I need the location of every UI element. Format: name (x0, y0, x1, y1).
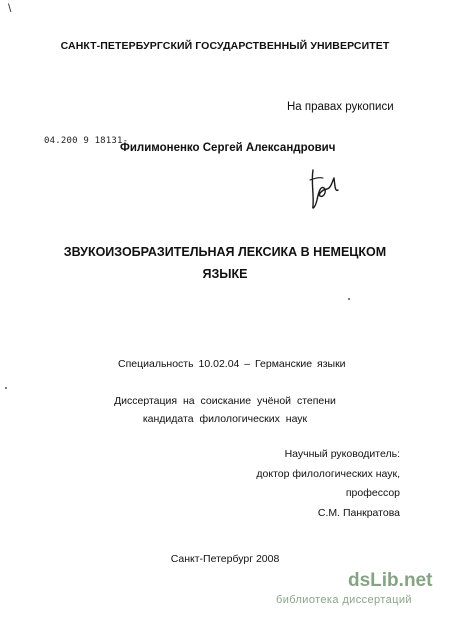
library-stamp-number: 04.200 9 18131- (44, 136, 129, 146)
supervisor-block (255, 445, 400, 523)
degree-line-2: кандидата филологических наук (142, 413, 308, 425)
supervisor-degree: доктор филологических наук, (256, 467, 400, 480)
title-line-2: ЯЗЫКЕ (202, 267, 248, 281)
watermark-logo: dsLib.net (348, 570, 433, 591)
manuscript-rights: На правах рукописи (287, 101, 394, 113)
corner-mark: \ (8, 1, 12, 15)
degree-line-1: Диссертация на соискание учёной степени (114, 395, 336, 407)
dissertation-title (0, 241, 450, 285)
city-year: Санкт-Петербург 2008 (170, 553, 280, 565)
title-line-1: ЗВУКОИЗОБРАЗИТЕЛЬНАЯ ЛЕКСИКА В НЕМЕЦКОМ (63, 245, 387, 259)
watermark-subtitle: библиотека диссертаций (276, 594, 412, 606)
author-signature (305, 160, 341, 219)
university-name: САНКТ-ПЕТЕРБУРГСКИЙ ГОСУДАРСТВЕННЫЙ УНИВЕРСИТЕТ (60, 40, 390, 52)
scan-speck (348, 298, 350, 300)
specialty: Специальность 10.02.04 – Германские языки (118, 358, 346, 370)
supervisor-name: С.М. Панкратова (317, 506, 400, 519)
supervisor-heading: Научный руководитель: (284, 448, 400, 460)
supervisor-title: профессор (345, 487, 400, 499)
author-name: Филимоненко Сергей Александрович (120, 142, 336, 154)
degree-statement (0, 392, 450, 428)
scan-speck (5, 387, 7, 389)
